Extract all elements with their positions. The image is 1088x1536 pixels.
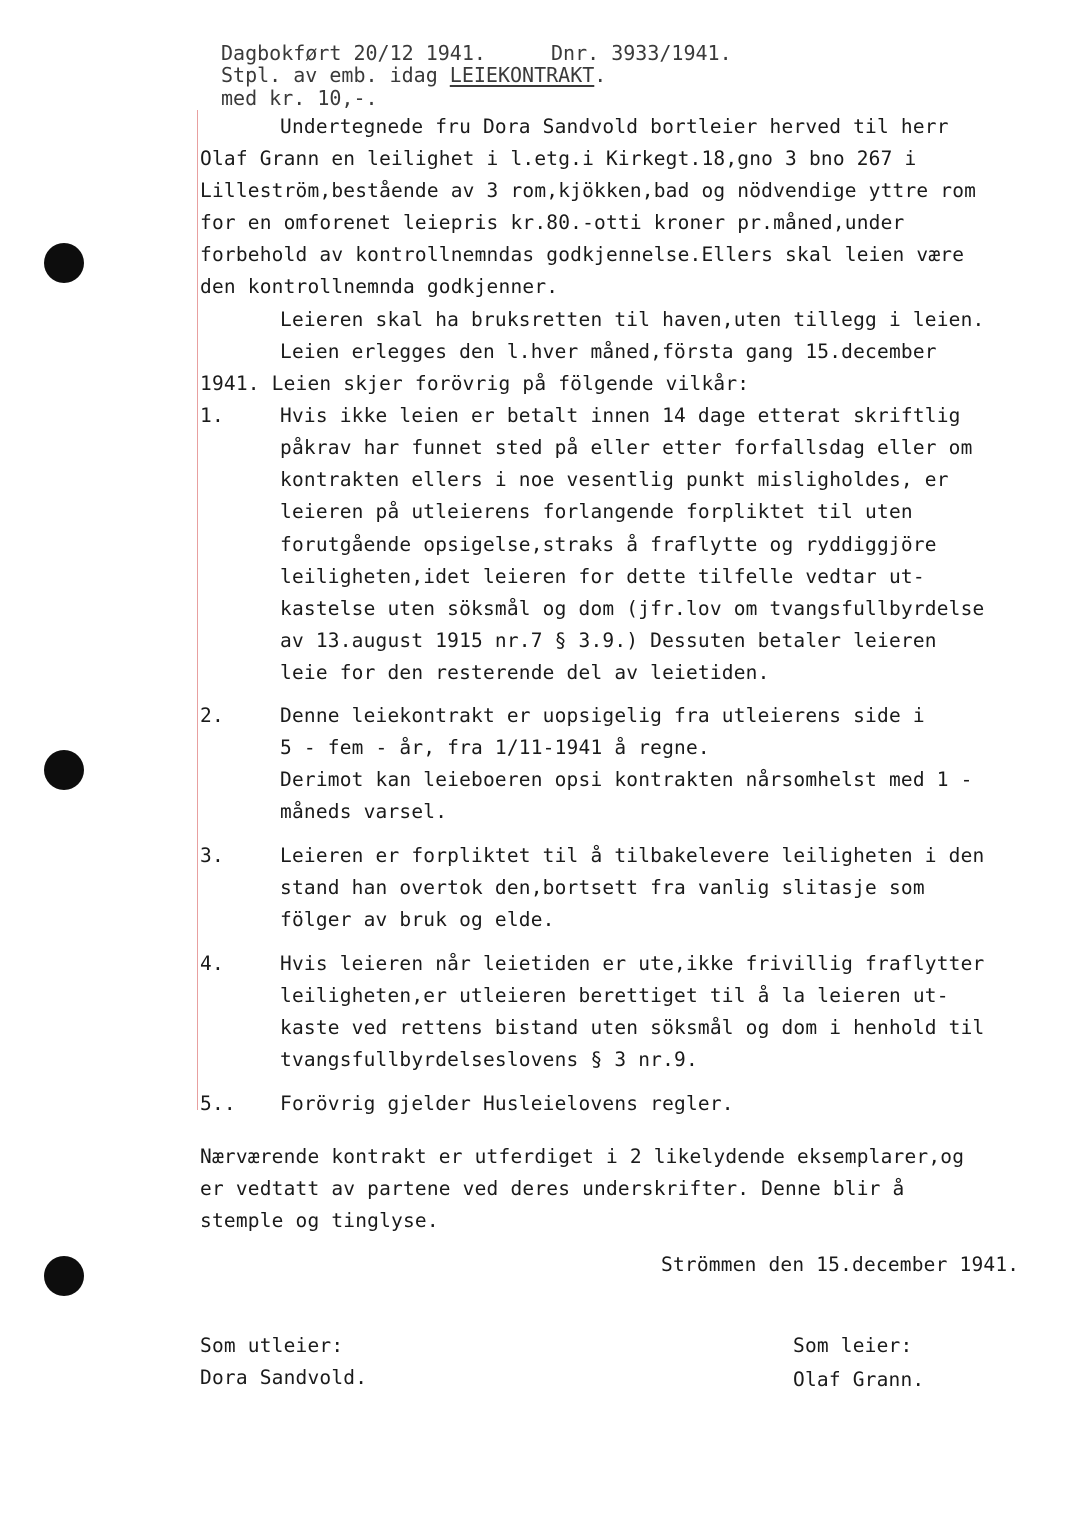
- clause-1-line: leiligheten,idet leieren for dette tilfelle vedtar ut-: [280, 565, 925, 588]
- clause-4-line: tvangsfullbyrdelseslovens § 3 nr.9.: [280, 1048, 698, 1071]
- stamp-line-3: med kr. 10,-.: [221, 86, 378, 110]
- stamp-document-type: LEIEKONTRAKT: [449, 63, 595, 87]
- lessor-name: Dora Sandvold.: [200, 1366, 368, 1389]
- clause-number: 5..: [200, 1092, 236, 1115]
- clause-1-line: forutgående opsigelse,straks å fraflytte og ryddiggjöre: [280, 533, 937, 556]
- clause-number: 4.: [200, 952, 224, 975]
- para2-line: 1941. Leien skjer forövrig på fölgende vilkår:: [200, 372, 750, 395]
- clause-1-line: leie for den resterende del av leietiden.: [280, 661, 770, 684]
- closing-line: Nærværende kontrakt er utferdiget i 2 likelydende eksemplarer,og: [200, 1145, 965, 1168]
- place-date: Strömmen den 15.december 1941.: [661, 1253, 1020, 1276]
- clause-2-line: Derimot kan leieboeren opsi kontrakten nårsomhelst med 1 -: [280, 768, 973, 791]
- clause-1-line: leieren på utleierens forlangende forpliktet til uten: [280, 500, 913, 523]
- clause-1-line: Hvis ikke leien er betalt innen 14 dage etterat skriftlig: [280, 404, 961, 427]
- clause-3-line: stand han overtok den,bortsett fra vanlig slitasje som: [280, 876, 925, 899]
- lessor-label: Som utleier:: [200, 1334, 344, 1357]
- clause-2-line: Denne leiekontrakt er uopsigelig fra utleierens side i: [280, 704, 925, 727]
- clause-number: 2.: [200, 704, 224, 727]
- clause-1-line: kontrakten ellers i noe vesentlig punkt misligholdes, er: [280, 468, 949, 491]
- clause-number: 1.: [200, 404, 224, 427]
- lessee-label: Som leier:: [793, 1334, 913, 1357]
- intro-line: forbehold av kontrollnemndas godkjennelse.Ellers skal leien være: [200, 243, 965, 266]
- punch-hole-top: [44, 243, 84, 283]
- clause-3-line: fölger av bruk og elde.: [280, 908, 555, 931]
- stamp-line-1b: Dnr. 3933/1941.: [551, 41, 732, 65]
- intro-line: Undertegnede fru Dora Sandvold bortleier herved til herr: [280, 115, 949, 138]
- margin-rule: [197, 110, 198, 1110]
- clause-1-line: av 13.august 1915 nr.7 § 3.9.) Dessuten betaler leieren: [280, 629, 937, 652]
- intro-line: den kontrollnemnda godkjenner.: [200, 275, 559, 298]
- lessee-name: Olaf Grann.: [793, 1368, 925, 1391]
- clause-4-line: Hvis leieren når leietiden er ute,ikke frivillig fraflytter: [280, 952, 985, 975]
- clause-1-line: påkrav har funnet sted på eller etter forfallsdag eller om: [280, 436, 973, 459]
- intro-line: for en omforenet leiepris kr.80.-otti kroner pr.måned,under: [200, 211, 905, 234]
- punch-hole-bottom: [44, 1256, 84, 1296]
- closing-line: er vedtatt av partene ved deres underskrifter. Denne blir å: [200, 1177, 905, 1200]
- stamp-line-2-suffix: .: [594, 63, 607, 87]
- intro-line: Olaf Grann en leilighet i l.etg.i Kirkegt.18,gno 3 bno 267 i: [200, 147, 917, 170]
- para2-line: Leien erlegges den l.hver måned,första gang 15.december: [280, 340, 937, 363]
- clause-4-line: leiligheten,er utleieren berettiget til å la leieren ut-: [280, 984, 949, 1007]
- clause-number: 3.: [200, 844, 224, 867]
- clause-2-line: 5 - fem - år, fra 1/11-1941 å regne.: [280, 736, 710, 759]
- closing-line: stemple og tinglyse.: [200, 1209, 439, 1232]
- clause-3-line: Leieren er forpliktet til å tilbakelevere leiligheten i den: [280, 844, 985, 867]
- clause-1-line: kastelse uten söksmål og dom (jfr.lov om tvangsfullbyrdelse: [280, 597, 985, 620]
- stamp-line-2: [221, 65, 606, 85]
- stamp-line-1a: Dagbokført 20/12 1941.: [221, 41, 486, 65]
- clause-2-line: måneds varsel.: [280, 800, 448, 823]
- para2-line: Leieren skal ha bruksretten til haven,uten tillegg i leien.: [280, 308, 985, 331]
- intro-line: Lilleström,bestående av 3 rom,kjökken,bad og nödvendige yttre rom: [200, 179, 977, 202]
- punch-hole-middle: [44, 750, 84, 790]
- clause-5-line: Forövrig gjelder Husleielovens regler.: [280, 1092, 734, 1115]
- clause-4-line: kaste ved rettens bistand uten söksmål og dom i henhold til: [280, 1016, 985, 1039]
- stamp-line-2-prefix: Stpl. av emb. idag: [221, 63, 450, 87]
